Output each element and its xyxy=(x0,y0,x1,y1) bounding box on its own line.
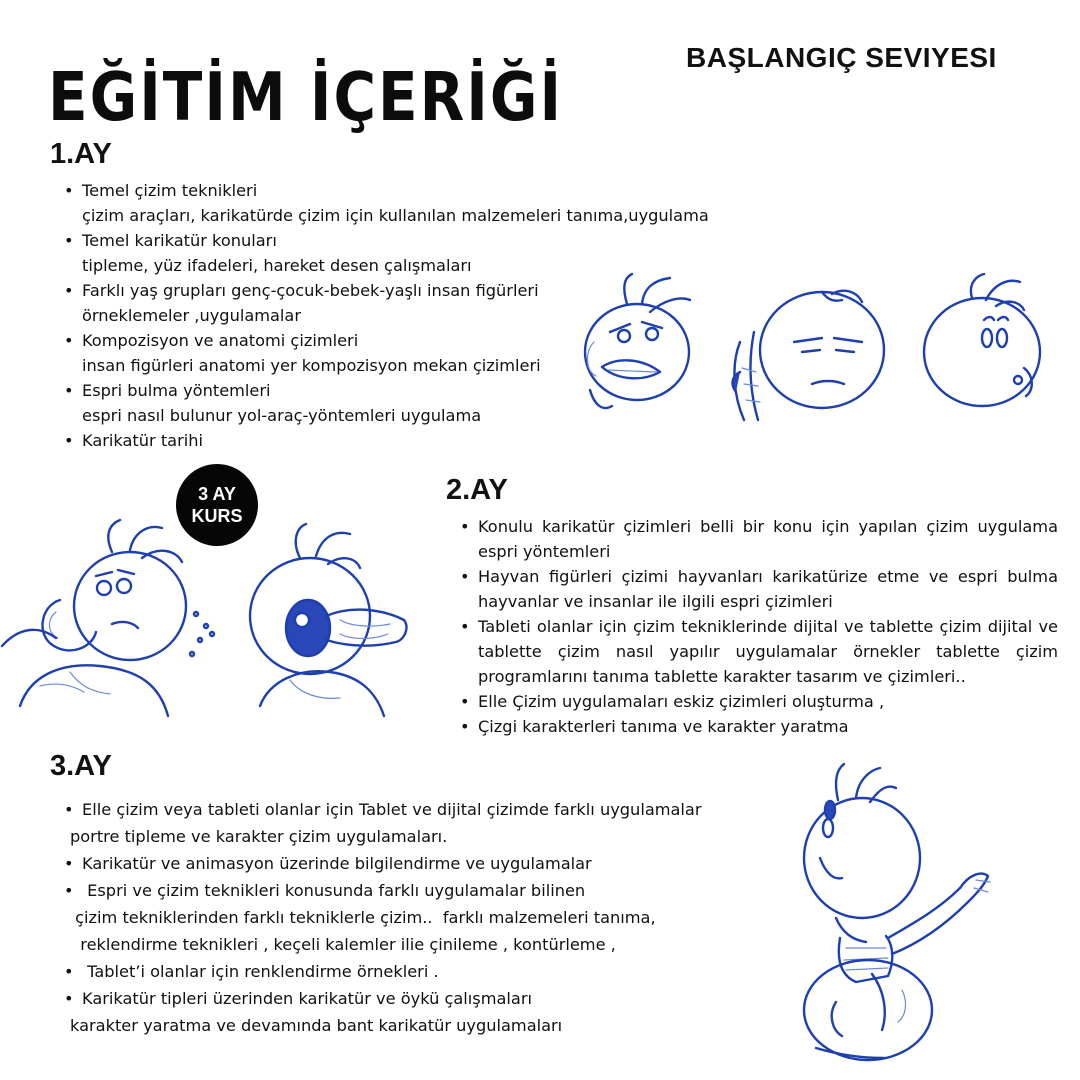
list-item-cont: portre tipleme ve karakter çizim uygulamaları. xyxy=(70,827,448,846)
list-item-cont: karakter yaratma ve devamında bant karikatür uygulamaları xyxy=(70,1016,563,1035)
cartoon-kid-pointing-sketch xyxy=(776,762,998,1062)
month2-heading: 2.AY xyxy=(446,474,508,506)
list-item: • Konulu karikatür çizimleri belli bir konu için yapılan çizim uygulama espri yöntemleri xyxy=(478,514,1058,564)
list-item: • Farklı yaş grupları genç-çocuk-bebek-yaşlı insan figürleri örneklemeler ,uygulamalar xyxy=(82,278,709,328)
list-item: • Hayvan figürleri çizimi hayvanları karikatürize etme ve espri bulma hayvanlar ve insanlar ile ilgili espri çizimleri xyxy=(478,564,1058,614)
month3-list xyxy=(70,796,702,1039)
month1-heading: 1.AY xyxy=(50,138,112,170)
list-item: • Espri bulma yöntemleri espri nasıl bulunur yol-araç-yöntemleri uygulama xyxy=(82,378,709,428)
level-label: BAŞLANGIÇ SEVIYESI xyxy=(686,42,997,73)
list-item: • Elle Çizim uygulamaları eskiz çizimleri oluşturma , xyxy=(478,689,1058,714)
list-item: • Kompozisyon ve anatomi çizimleri insan figürleri anatomi yer kompozisyon mekan çizimleri xyxy=(82,328,709,378)
month3-heading: 3.AY xyxy=(50,750,112,782)
list-item: • Karikatür tipleri üzerinden karikatür ve öykü çalışmaları xyxy=(82,985,702,1012)
list-item: • Çizgi karakterleri tanıma ve karakter yaratma xyxy=(478,714,1058,739)
list-item: • Espri ve çizim teknikleri konusunda farklı uygulamalar bilinen xyxy=(82,877,702,904)
list-item: • Elle çizim veya tableti olanlar için Tablet ve dijital çizimde farklı uygulamalar xyxy=(82,796,702,823)
list-item: • Temel karikatür konuları tipleme, yüz ifadeleri, hareket desen çalışmaları xyxy=(82,228,709,278)
list-item: • Karikatür ve animasyon üzerinde bilgilendirme ve uygulamalar xyxy=(82,850,702,877)
month2-list xyxy=(478,514,1058,739)
cartoon-heads-sketch xyxy=(572,272,1080,422)
cartoon-kids-eating-sketch xyxy=(0,516,430,720)
list-item: • Temel çizim teknikleri çizim araçları, karikatürde çizim için kullanılan malzemeleri tanıma,uygulama xyxy=(82,178,709,228)
list-item: • Tableti olanlar için çizim tekniklerinde dijital ve tablette çizim dijital ve tablette çizim nasıl yapılır uygulamalar örnekler tablette çizim programlarını tanıma tablette karakter tasarım ve çizimleri.. xyxy=(478,614,1058,689)
page-title: EĞİTİM İÇERİĞİ xyxy=(48,58,564,137)
list-item: • Karikatür tarihi xyxy=(82,428,709,453)
list-item-cont: reklendirme teknikleri , keçeli kalemler ilie çinileme , kontürleme , xyxy=(70,935,616,954)
duration-badge: 3 AY KURS xyxy=(176,464,258,546)
list-item-cont: çizim tekniklerinden farklı tekniklerle çizim.. farklı malzemeleri tanıma, xyxy=(70,908,656,927)
list-item: • Tablet’i olanlar için renklendirme örnekleri . xyxy=(82,958,702,985)
